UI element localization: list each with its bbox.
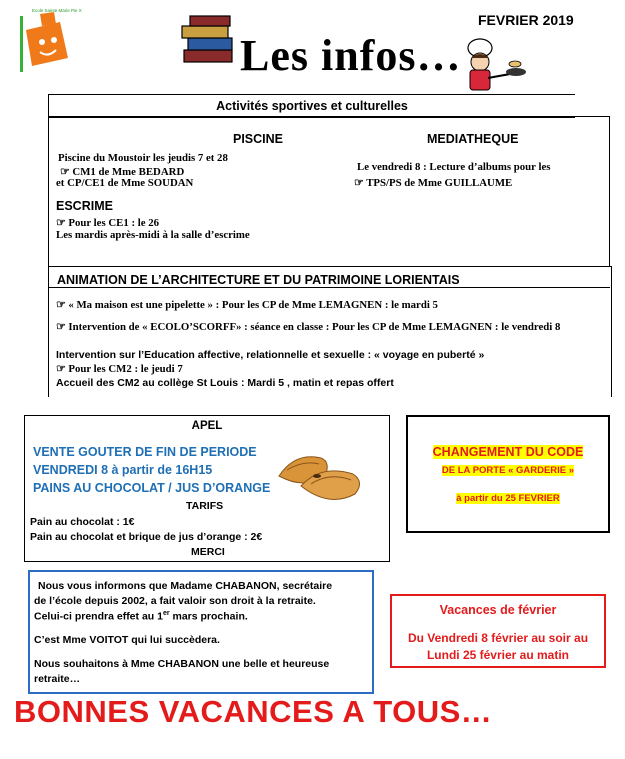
mediatheque-line-1: Le vendredi 8 : Lecture d’albums pour les bbox=[357, 161, 551, 173]
pain-au-chocolat-image bbox=[275, 446, 365, 513]
escrime-line-2: Les mardis après-midi à la salle d’escrime bbox=[56, 229, 250, 241]
apel-title: APEL bbox=[191, 420, 223, 432]
piscine-line-2: ☞ CM1 de Mme BEDARD bbox=[60, 166, 185, 178]
cm2-line: ☞ Pour les CM2 : le jeudi 7 bbox=[56, 363, 183, 375]
issue-date: FEVRIER 2019 bbox=[478, 12, 574, 28]
retirement-p3-line1: Nous souhaitons à Mme CHABANON une belle et heureuse bbox=[34, 658, 330, 670]
holiday-banner: BONNES VACANCES A TOUS… bbox=[14, 694, 493, 729]
piscine-line-1: Piscine du Moustoir les jeudis 7 et 28 bbox=[58, 152, 228, 164]
price-line-2: Pain au chocolat et brique de jus d’orange : 2€ bbox=[30, 531, 263, 543]
escrime-line-1: ☞ Pour les CE1 : le 26 bbox=[56, 217, 160, 229]
holidays-box bbox=[390, 594, 606, 668]
hand-pointer-icon: ☞ bbox=[60, 166, 73, 178]
animation-line-1: ☞ « Ma maison est une pipelette » : Pour les CP de Mme LEMAGNEN : le mardi 5 bbox=[56, 299, 438, 311]
piscine-line-3: et CP/CE1 de Mme SOUDAN bbox=[56, 177, 194, 189]
animation-title-underline bbox=[48, 287, 610, 288]
activities-right-border bbox=[609, 116, 610, 266]
activities-left-border bbox=[48, 116, 49, 266]
animation-line-2: ☞ Intervention de « ECOLO’SCORFF» : séance en classe : Pour les CP de Mme LEMAGNEN : le vendredi 8 bbox=[56, 321, 561, 333]
hand-pointer-icon: ☞ bbox=[56, 321, 69, 333]
escrime-title: ESCRIME bbox=[56, 199, 113, 213]
books-icon bbox=[180, 14, 240, 71]
accueil-line: Accueil des CM2 au collège St Louis : Mardi 5 , matin et repas offert bbox=[56, 377, 394, 389]
mediatheque-line-2: ☞ TPS/PS de Mme GUILLAUME bbox=[354, 177, 513, 189]
holidays-line-2: Lundi 25 février au matin bbox=[426, 648, 570, 662]
activities-title-box bbox=[48, 94, 575, 118]
retirement-p1-line2: de l’école depuis 2002, a fait valoir son droit à la retraite. bbox=[34, 595, 316, 607]
education-line: Intervention sur l’Education affective, relationnelle et sexuelle : « voyage en puberté » bbox=[56, 349, 485, 361]
divider-line bbox=[48, 116, 610, 117]
tarifs-label: TARIFS bbox=[186, 500, 224, 512]
code-change-box bbox=[406, 415, 610, 533]
price-line-1: Pain au chocolat : 1€ bbox=[30, 516, 135, 528]
apel-box bbox=[24, 415, 390, 562]
chef-girl-icon bbox=[458, 38, 528, 99]
code-change-title: CHANGEMENT DU CODE bbox=[432, 445, 584, 459]
retirement-p3-line2: retraite… bbox=[34, 673, 81, 685]
holidays-line-1: Du Vendredi 8 février au soir au bbox=[407, 631, 589, 645]
thanks-text: MERCI bbox=[191, 546, 225, 558]
code-change-date: à partir du 25 FEVRIER bbox=[456, 493, 560, 504]
mediatheque-title: MEDIATHEQUE bbox=[427, 132, 519, 146]
hand-pointer-icon: ☞ bbox=[56, 217, 69, 229]
hand-pointer-icon: ☞ bbox=[56, 299, 69, 311]
apel-line-3: PAINS AU CHOCOLAT / JUS D’ORANGE bbox=[33, 481, 271, 495]
retirement-p2: C’est Mme VOITOT qui lui succèdera. bbox=[34, 634, 220, 646]
page-title: Les infos… bbox=[240, 31, 462, 80]
hand-pointer-icon: ☞ bbox=[354, 177, 367, 189]
retirement-p1-line3: Celui-ci prendra effet au 1er mars prochain. bbox=[34, 610, 248, 623]
retirement-p1-line1: Nous vous informons que Madame CHABANON, secrétaire bbox=[38, 580, 333, 592]
animation-title: ANIMATION DE L’ARCHITECTURE ET DU PATRIMOINE LORIENTAIS bbox=[57, 273, 460, 287]
school-logo bbox=[18, 8, 82, 76]
retirement-box bbox=[28, 570, 374, 694]
piscine-title: PISCINE bbox=[233, 132, 284, 146]
apel-line-1: VENTE GOUTER DE FIN DE PERIODE bbox=[33, 445, 257, 459]
apel-line-2: VENDREDI 8 à partir de 16H15 bbox=[33, 463, 213, 477]
hand-pointer-icon: ☞ bbox=[56, 363, 69, 375]
activities-title: Activités sportives et culturelles bbox=[216, 99, 408, 113]
code-change-subtitle: DE LA PORTE « GARDERIE » bbox=[441, 465, 575, 476]
school-name: Ecole Sainte Marie Pie X bbox=[32, 8, 82, 13]
holidays-title: Vacances de février bbox=[439, 603, 557, 617]
